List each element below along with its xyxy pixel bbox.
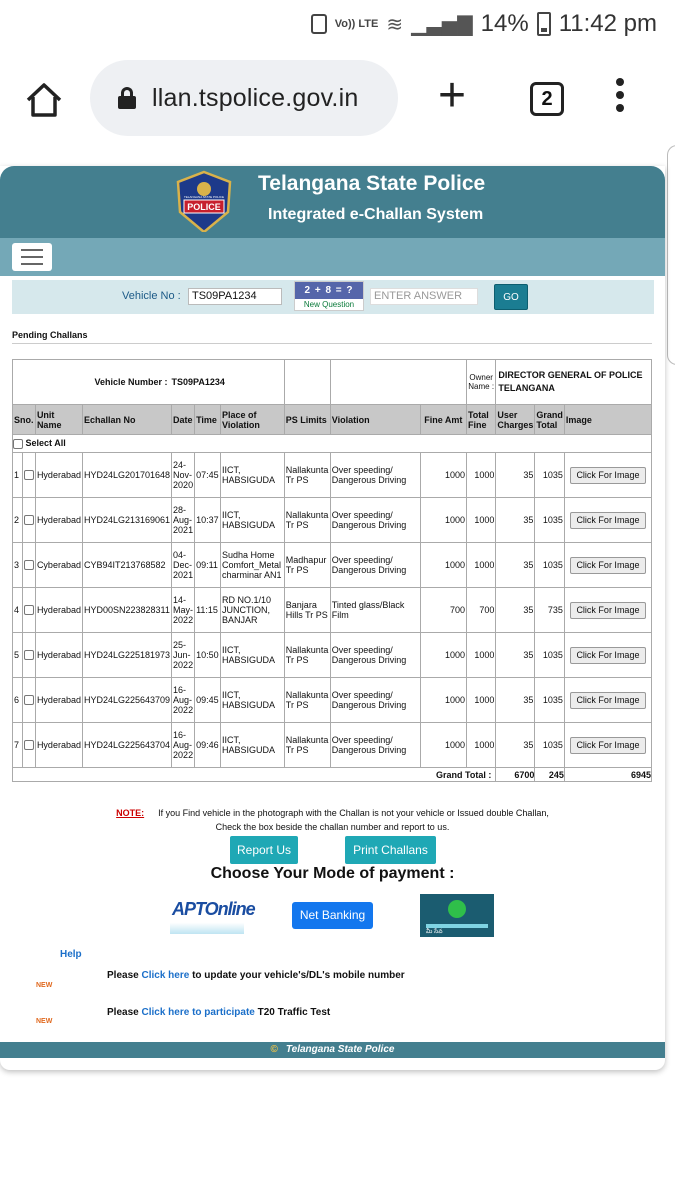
site-footer: [0, 1042, 665, 1058]
address-bar[interactable]: [90, 60, 398, 136]
update-mobile-link[interactable]: Click here: [141, 970, 190, 981]
battery-percent: 14%: [480, 10, 529, 37]
column-header-row: [13, 405, 652, 435]
row-grand-total: 1035: [535, 633, 565, 678]
row-checkbox[interactable]: [24, 470, 34, 480]
vehicle-no-label: Vehicle No :: [122, 290, 181, 302]
row-echallan: HYD24LG225643709: [82, 678, 171, 723]
note-text: NOTE: If you Find vehicle in the photograph with the Challan is not your vehicle or Issued double Challan, Check the box beside the challan number and report to us.: [116, 808, 549, 832]
row-unit: Hyderabad: [35, 633, 82, 678]
row-user-charges: 35: [496, 588, 535, 633]
row-time: 09:45: [195, 678, 221, 723]
grand-total-user-charges: 245: [535, 768, 565, 782]
row-total: 1000: [466, 543, 495, 588]
row-place: IICT, HABSIGUDA: [221, 453, 285, 498]
row-violation: Over speeding/ Dangerous Driving: [330, 543, 420, 588]
row-fine: 1000: [420, 453, 466, 498]
owner-name-value: DIRECTOR GENERAL OF POLICE TELANGANA: [496, 360, 652, 405]
svg-text:POLICE: POLICE: [187, 202, 221, 212]
row-sno: 1: [13, 453, 23, 498]
row-date: 16-Aug-2022: [172, 678, 195, 723]
signal-icon: ▁▃▅▇: [411, 13, 473, 36]
col-sno: Sno.: [13, 405, 36, 435]
row-total: 700: [466, 588, 495, 633]
row-checkbox[interactable]: [24, 560, 34, 570]
row-date: 04-Dec-2021: [172, 543, 195, 588]
row-total: 1000: [466, 453, 495, 498]
notification-icon: [311, 14, 327, 34]
click-for-image-button[interactable]: Click For Image: [570, 647, 646, 664]
col-echallan: Echallan No: [82, 405, 171, 435]
row-place: IICT, HABSIGUDA: [221, 633, 285, 678]
col-unit: Unit Name: [35, 405, 82, 435]
row-violation: Over speeding/ Dangerous Driving: [330, 633, 420, 678]
row-violation: Over speeding/ Dangerous Driving: [330, 498, 420, 543]
site-subtitle: Integrated e-Challan System: [268, 206, 484, 223]
grand-total-fine: 6700: [496, 768, 535, 782]
col-place: Place of Violation: [221, 405, 285, 435]
vehicle-search-bar: [12, 280, 654, 314]
scroll-indicator: [667, 145, 675, 365]
row-user-charges: 35: [496, 498, 535, 543]
row-echallan: HYD24LG201701648: [82, 453, 171, 498]
row-total: 1000: [466, 633, 495, 678]
row-violation: Over speeding/ Dangerous Driving: [330, 723, 420, 768]
row-unit: Hyderabad: [35, 498, 82, 543]
row-time: 09:46: [195, 723, 221, 768]
police-badge-logo: [172, 170, 236, 232]
row-total: 1000: [466, 498, 495, 543]
copyright-symbol: ©: [270, 1044, 278, 1055]
new-question-link[interactable]: New Question: [303, 300, 355, 309]
row-date: 24-Nov-2020: [172, 453, 195, 498]
col-ps: PS Limits: [284, 405, 330, 435]
meeseva-logo[interactable]: మీ సేవ: [420, 894, 494, 937]
row-checkbox[interactable]: [24, 605, 34, 615]
row-unit: Hyderabad: [35, 678, 82, 723]
table-row: [13, 498, 652, 543]
row-place: IICT, HABSIGUDA: [221, 498, 285, 543]
payment-mode-title: Choose Your Mode of payment :: [210, 865, 455, 882]
overflow-menu-icon[interactable]: [616, 78, 626, 117]
row-echallan: HYD24LG225643704: [82, 723, 171, 768]
row-echallan: HYD24LG225181973: [82, 633, 171, 678]
row-time: 10:37: [195, 498, 221, 543]
home-icon[interactable]: [24, 80, 64, 120]
table-row: [13, 588, 652, 633]
col-grand: Grand Total: [535, 405, 565, 435]
table-row: [13, 678, 652, 723]
row-sno: 3: [13, 543, 23, 588]
web-page: [0, 166, 665, 1070]
row-fine: 1000: [420, 723, 466, 768]
pending-challans-heading: Pending Challans: [12, 330, 88, 340]
row-checkbox[interactable]: [24, 650, 34, 660]
row-place: RD NO.1/10 JUNCTION, BANJAR: [221, 588, 285, 633]
report-us-button[interactable]: Report Us: [230, 836, 298, 864]
row-fine: 1000: [420, 633, 466, 678]
row-ps: Nallakunta Tr PS: [284, 633, 330, 678]
wifi-icon: ≋: [386, 13, 404, 36]
traffic-test-link[interactable]: Click here to participate: [141, 1007, 255, 1018]
captcha-answer-input[interactable]: ENTER ANSWER: [370, 288, 478, 305]
row-grand-total: 1035: [535, 723, 565, 768]
row-sno: 2: [13, 498, 23, 543]
row-sno: 6: [13, 678, 23, 723]
col-fine: Fine Amt: [420, 405, 466, 435]
row-user-charges: 35: [496, 678, 535, 723]
row-ps: Nallakunta Tr PS: [284, 723, 330, 768]
print-challans-button[interactable]: Print Challans: [345, 836, 436, 864]
row-unit: Hyderabad: [35, 453, 82, 498]
select-all-label: Select All: [25, 438, 66, 449]
col-user: User Charges: [496, 405, 535, 435]
click-for-image-button[interactable]: Click For Image: [570, 692, 646, 709]
row-echallan: CYB94IT213768582: [82, 543, 171, 588]
select-all-checkbox[interactable]: [13, 439, 23, 449]
row-user-charges: 35: [496, 723, 535, 768]
row-violation: Over speeding/ Dangerous Driving: [330, 453, 420, 498]
row-total: 1000: [466, 678, 495, 723]
row-time: 07:45: [195, 453, 221, 498]
row-grand-total: 1035: [535, 543, 565, 588]
row-ps: Nallakunta Tr PS: [284, 453, 330, 498]
challan-table: [12, 359, 652, 782]
row-sno: 5: [13, 633, 23, 678]
vehicle-no-input[interactable]: TS09PA1234: [188, 288, 282, 305]
help-link[interactable]: Help: [60, 949, 82, 960]
row-ps: Nallakunta Tr PS: [284, 498, 330, 543]
vehicle-number-value: TS09PA1234: [172, 360, 285, 405]
clock: 11:42 pm: [558, 10, 657, 37]
row-violation: Over speeding/ Dangerous Driving: [330, 678, 420, 723]
row-user-charges: 35: [496, 543, 535, 588]
row-grand-total: 1035: [535, 678, 565, 723]
col-total: Total Fine: [466, 405, 495, 435]
captcha-question: 2 + 8 = ?: [295, 282, 363, 299]
new-tab-icon[interactable]: +: [438, 69, 467, 122]
row-date: 16-Aug-2022: [172, 723, 195, 768]
table-row: [13, 633, 652, 678]
site-title: Telangana State Police: [258, 172, 486, 195]
row-echallan: HYD24LG213169061: [82, 498, 171, 543]
captcha-image[interactable]: [294, 281, 364, 311]
row-unit: Cyberabad: [35, 543, 82, 588]
row-total: 1000: [466, 723, 495, 768]
row-grand-total: 735: [535, 588, 565, 633]
battery-icon: [537, 12, 551, 36]
vehicle-number-label: Vehicle Number :: [13, 360, 172, 405]
row-date: 14-May-2022: [172, 588, 195, 633]
click-for-image-button[interactable]: Click For Image: [570, 467, 646, 484]
row-date: 25-Jun-2022: [172, 633, 195, 678]
row-ps: Banjara Hills Tr PS: [284, 588, 330, 633]
status-bar: [0, 0, 675, 50]
net-banking-button[interactable]: Net Banking: [292, 902, 373, 929]
col-violation: Violation: [330, 405, 420, 435]
row-violation: Tinted glass/Black Film: [330, 588, 420, 633]
grand-total-label: Grand Total :: [13, 768, 496, 782]
site-header: [0, 166, 665, 238]
col-time: Time: [195, 405, 221, 435]
go-button[interactable]: GO: [494, 284, 528, 310]
row-sno: 4: [13, 588, 23, 633]
col-date: Date: [172, 405, 195, 435]
row-time: 09:11: [195, 543, 221, 588]
row-grand-total: 1035: [535, 453, 565, 498]
row-checkbox[interactable]: [24, 515, 34, 525]
row-place: IICT, HABSIGUDA: [221, 678, 285, 723]
row-unit: Hyderabad: [35, 723, 82, 768]
row-time: 10:50: [195, 633, 221, 678]
update-mobile-line: Please Click here to update your vehicle's/DL's mobile number: [107, 970, 405, 981]
click-for-image-button[interactable]: Click For Image: [570, 602, 646, 619]
row-ps: Nallakunta Tr PS: [284, 678, 330, 723]
table-row: [13, 453, 652, 498]
row-grand-total: 1035: [535, 498, 565, 543]
row-echallan: HYD00SN223828311: [82, 588, 171, 633]
new-badge: NEW: [36, 1018, 53, 1025]
tab-switcher-button[interactable]: 2: [530, 82, 564, 116]
row-unit: Hyderabad: [35, 588, 82, 633]
row-fine: 1000: [420, 543, 466, 588]
row-fine: 1000: [420, 678, 466, 723]
table-row: [13, 723, 652, 768]
new-badge: NEW: [36, 982, 53, 989]
lte-indicator: Vo)) LTE: [334, 17, 379, 30]
row-checkbox[interactable]: [24, 740, 34, 750]
table-row: [13, 543, 652, 588]
row-place: IICT, HABSIGUDA: [221, 723, 285, 768]
browser-toolbar: [0, 50, 675, 145]
url-text: llan.tspolice.gov.in: [152, 83, 359, 112]
row-fine: 1000: [420, 498, 466, 543]
nav-strip: [0, 238, 665, 276]
row-place: Sudha Home Comfort_Metal charminar AN1: [221, 543, 285, 588]
traffic-test-line: Please Click here to participate T20 Traffic Test: [107, 1007, 331, 1018]
owner-name-label: Owner Name :: [466, 360, 495, 405]
row-time: 11:15: [195, 588, 221, 633]
row-ps: Madhapur Tr PS: [284, 543, 330, 588]
click-for-image-button[interactable]: Click For Image: [570, 512, 646, 529]
hamburger-menu-icon[interactable]: [12, 243, 52, 271]
lock-icon: [118, 87, 136, 109]
row-user-charges: 35: [496, 453, 535, 498]
click-for-image-button[interactable]: Click For Image: [570, 557, 646, 574]
col-image: Image: [564, 405, 651, 435]
footer-text: Telangana State Police: [285, 1044, 395, 1055]
row-checkbox[interactable]: [24, 695, 34, 705]
aptonline-logo[interactable]: APTOnline: [170, 896, 244, 934]
divider: [12, 343, 652, 344]
row-user-charges: 35: [496, 633, 535, 678]
row-fine: 700: [420, 588, 466, 633]
svg-text:TELANGANA STATE POLICE: TELANGANA STATE POLICE: [184, 195, 224, 199]
note-label: NOTE:: [116, 808, 145, 818]
row-date: 28-Aug-2021: [172, 498, 195, 543]
grand-total-amount: 6945: [564, 768, 651, 782]
click-for-image-button[interactable]: Click For Image: [570, 737, 646, 754]
row-sno: 7: [13, 723, 23, 768]
